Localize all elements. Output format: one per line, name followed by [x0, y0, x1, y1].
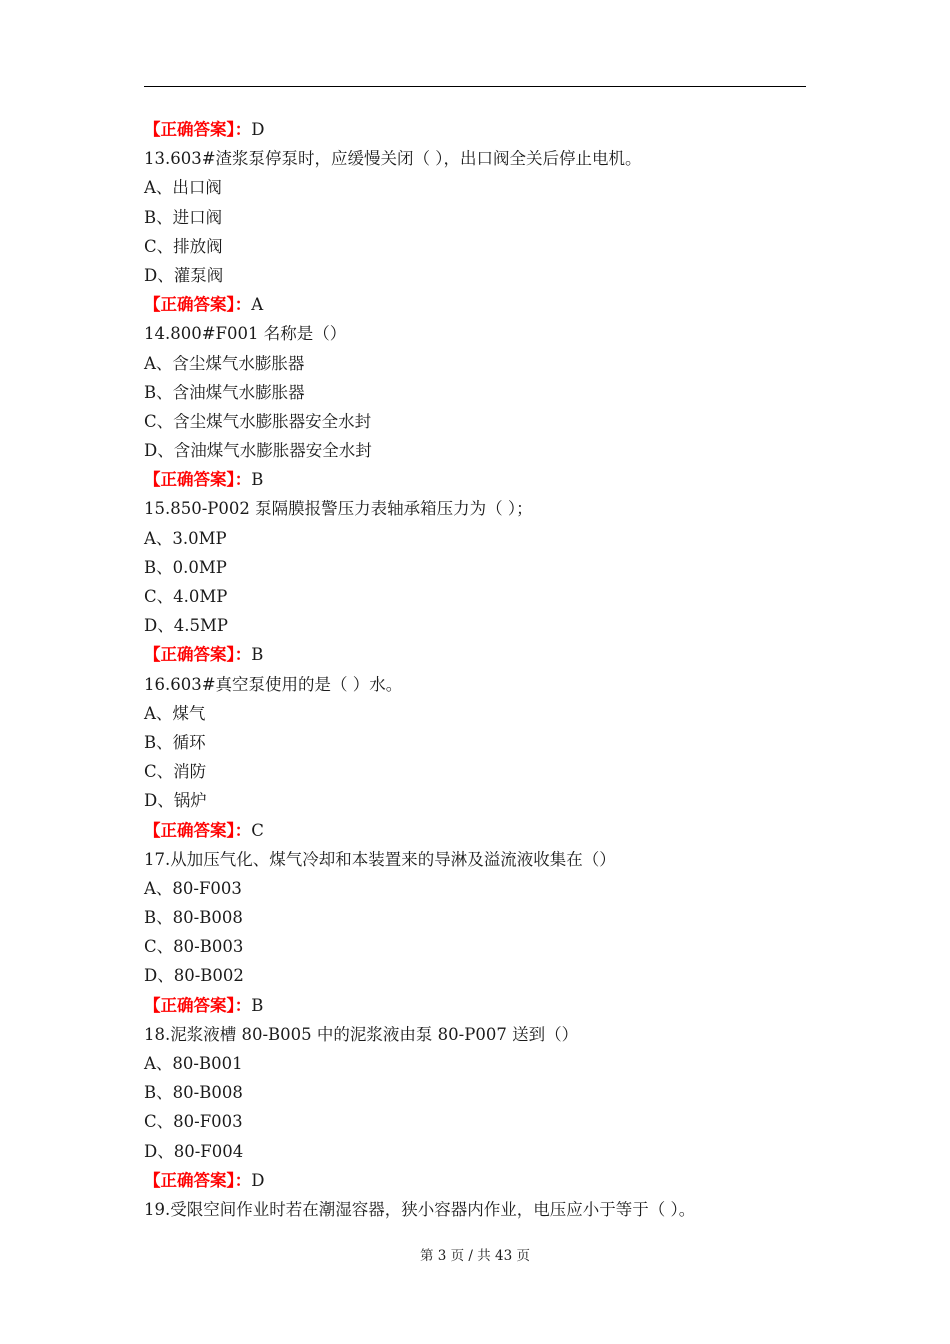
answer-line [144, 991, 806, 1020]
option-c: C、4.0MP [144, 587, 228, 606]
page-footer: 第 3 页 / 共 43 页 [419, 1248, 531, 1264]
answer-tag: 【正确答案】： [144, 470, 252, 490]
option-d: D、含油煤气水膨胀器安全水封 [144, 441, 372, 461]
answer-value: D [251, 1170, 265, 1190]
answer-line [144, 115, 806, 144]
option-b: B、80-B008 [144, 908, 243, 928]
question-stem: 19.受限空间作业时若在潮湿容器，狭小容器内作业，电压应小于等于（ ）。 [144, 1199, 696, 1219]
option-a: A、3.0MP [144, 528, 227, 548]
option-b: B、含油煤气水膨胀器 [144, 382, 305, 402]
answer-value: A [251, 295, 264, 315]
answer-line [144, 290, 806, 319]
option-c: C、排放阀 [144, 236, 223, 256]
answer-line [144, 816, 806, 845]
question-stem: 18.泥浆液槽 80-B005 中的泥浆液由泵 80-P007 送到（） [144, 1024, 579, 1044]
answer-tag: 【正确答案】： [144, 995, 252, 1015]
answer-tag: 【正确答案】： [144, 295, 252, 315]
option-b: B、循环 [144, 732, 206, 752]
option-c: C、80-F003 [144, 1112, 243, 1132]
answer-tag: 【正确答案】： [144, 1170, 252, 1190]
question-stem: 17.从加压气化、煤气冷却和本装置来的导淋及溢流液收集在（） [144, 849, 616, 869]
question-stem: 16.603#真空泵使用的是（ ）水。 [144, 674, 403, 694]
option-c: C、消防 [144, 762, 207, 782]
answer-value: B [251, 470, 264, 490]
answer-value: B [251, 995, 264, 1015]
option-d: D、锅炉 [144, 791, 207, 811]
answer-line [144, 640, 806, 669]
header-rule [144, 86, 806, 87]
answer-value: B [251, 645, 264, 665]
option-a: A、煤气 [144, 703, 206, 723]
option-c: C、含尘煤气水膨胀器安全水封 [144, 411, 372, 431]
answer-line [144, 465, 806, 494]
question-stem: 15.850-P002 泵隔膜报警压力表轴承箱压力为（ ）； [144, 499, 533, 519]
question-stem: 13.603#渣浆泵停泵时，应缓慢关闭（ ），出口阀全关后停止电机。 [144, 149, 642, 169]
option-d: D、4.5MP [144, 616, 228, 636]
question-stem: 14.800#F001 名称是（） [144, 324, 347, 344]
option-d: D、80-B002 [144, 966, 244, 986]
option-a: A、含尘煤气水膨胀器 [144, 353, 305, 373]
option-d: D、灌泵阀 [144, 265, 224, 285]
option-c: C、80-B003 [144, 937, 244, 957]
option-a: A、80-F003 [144, 878, 242, 898]
option-d: D、80-F004 [144, 1141, 244, 1161]
option-a: A、出口阀 [144, 178, 222, 198]
option-b: B、80-B008 [144, 1083, 243, 1103]
answer-line [144, 1166, 806, 1195]
answer-value: C [251, 820, 264, 840]
answer-value: D [251, 120, 265, 139]
option-b: B、0.0MP [144, 557, 227, 577]
answer-tag: 【正确答案】： [144, 820, 252, 840]
answer-tag: 【正确答案】： [144, 645, 252, 665]
answer-tag: 【正确答案】： [144, 120, 252, 139]
question-list [144, 115, 806, 1224]
option-a: A、80-B001 [144, 1054, 243, 1073]
option-b: B、进口阀 [144, 207, 223, 227]
